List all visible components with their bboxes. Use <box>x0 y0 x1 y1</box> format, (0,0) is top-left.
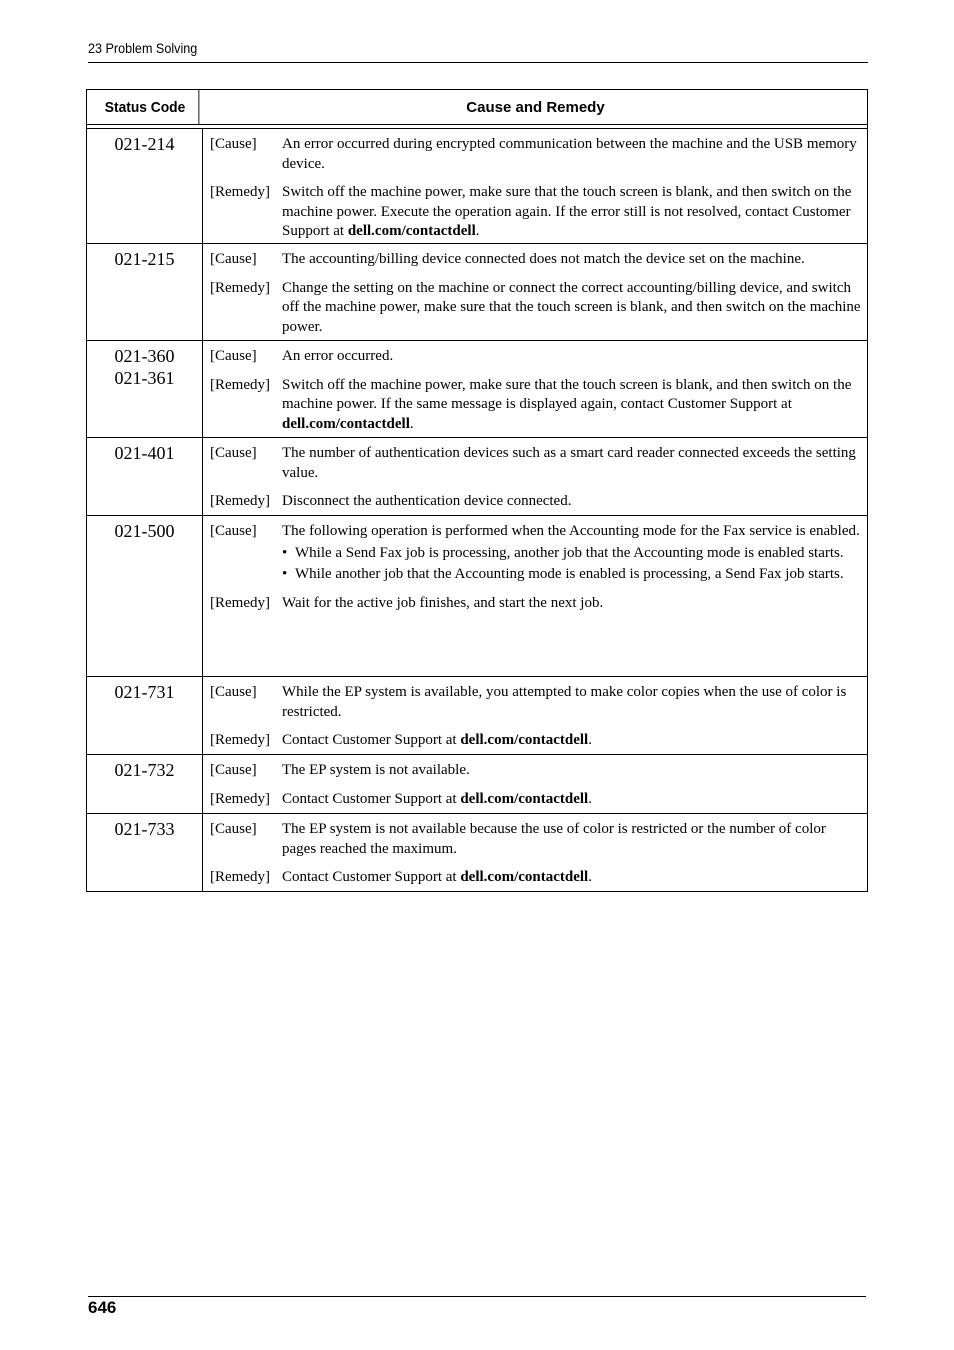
support-link[interactable]: dell.com/contactdell <box>460 790 589 807</box>
list-item: • While a Send Fax job is processing, another job that the Accounting mode is enabled starts. <box>282 544 861 564</box>
cause-remedy-cell <box>203 677 867 754</box>
remedy-tag: [Remedy] <box>210 184 270 200</box>
cause-remedy-cell <box>203 755 867 813</box>
cause-tag: [Cause] <box>210 251 257 267</box>
remedy-entry <box>210 868 861 888</box>
cause-text: The following operation is performed when the Accounting mode for the Fax service is enabled. • While a Send Fax job is processing, another job that the Accounting mode is enabled starts. • While another job that the Accounting mode is enabled is processing, a Send Fax job starts. <box>282 522 861 585</box>
bullet-icon: • <box>282 566 288 582</box>
remedy-tag: [Remedy] <box>210 376 270 393</box>
remedy-entry <box>210 183 861 242</box>
cause-entry <box>210 135 861 174</box>
remedy-text: Contact Customer Support at dell.com/contactdell. <box>282 790 592 807</box>
cause-entry <box>210 444 861 483</box>
table-row <box>86 755 868 814</box>
remedy-tag: [Remedy] <box>210 279 270 296</box>
cause-remedy-cell <box>203 129 867 243</box>
remedy-tag: [Remedy] <box>210 493 270 509</box>
bullet-icon: • <box>282 544 288 561</box>
column-header-status-code: Status Code <box>92 90 200 124</box>
status-code-cell <box>87 814 203 891</box>
cause-tag: [Cause] <box>210 523 257 539</box>
cause-entry <box>210 250 861 270</box>
cause-text: An error occurred during encrypted communication between the machine and the USB memory device. <box>282 136 857 172</box>
table-header-row <box>86 89 868 124</box>
remedy-entry <box>210 731 861 751</box>
status-code-cell <box>87 244 203 340</box>
status-code: 021-215 <box>114 249 175 269</box>
remedy-text: Wait for the active job finishes, and start the next job. <box>282 594 604 611</box>
status-code: 021-360 <box>114 346 175 366</box>
table-row <box>86 677 868 755</box>
cause-remedy-cell <box>203 244 867 340</box>
table-row <box>86 516 868 677</box>
cause-entry <box>210 683 861 722</box>
status-code-table <box>86 89 868 892</box>
status-code: 021-732 <box>114 760 175 780</box>
cause-remedy-cell <box>203 516 867 676</box>
status-code: 021-361 <box>114 368 175 388</box>
cause-tag: [Cause] <box>210 348 257 364</box>
cause-text: The number of authentication devices such as a smart card reader connected exceeds the setting value. <box>282 445 856 481</box>
running-header: 23 Problem Solving <box>88 40 198 56</box>
table-row <box>86 438 868 516</box>
remedy-entry <box>210 279 861 338</box>
status-code: 021-401 <box>114 443 175 463</box>
cause-remedy-cell <box>203 438 867 515</box>
cause-text: The EP system is not available because the use of color is restricted or the number of color pages reached the maximum. <box>282 821 826 857</box>
status-code-cell <box>87 438 203 515</box>
table-row <box>86 244 868 341</box>
remedy-tag: [Remedy] <box>210 594 270 611</box>
cause-remedy-cell <box>203 341 867 437</box>
remedy-text: Disconnect the authentication device connected. <box>282 493 572 509</box>
status-code: 021-214 <box>114 134 175 154</box>
remedy-text: Switch off the machine power, make sure that the touch screen is blank, and then switch on the machine power. If the same message is displayed again, contact Customer Support at dell.com/contactdell. <box>282 376 852 432</box>
cause-entry <box>210 522 861 585</box>
support-link[interactable]: dell.com/contactdell <box>460 732 589 748</box>
support-link[interactable]: dell.com/contactdell <box>347 223 476 239</box>
cause-tag: [Cause] <box>210 684 257 700</box>
cause-entry <box>210 347 861 367</box>
remedy-entry <box>210 790 861 810</box>
remedy-entry <box>210 376 861 435</box>
cause-text: The accounting/billing device connected does not match the device set on the machine. <box>282 251 805 267</box>
cause-text: While the EP system is available, you attempted to make color copies when the use of color is restricted. <box>282 684 847 720</box>
remedy-text: Contact Customer Support at dell.com/contactdell. <box>282 732 592 748</box>
cause-tag: [Cause] <box>210 136 257 152</box>
status-code: 021-500 <box>114 521 175 541</box>
header-divider <box>88 62 868 63</box>
table-row <box>86 814 868 892</box>
cause-remedy-cell <box>203 814 867 891</box>
table-row <box>86 129 868 244</box>
status-code-cell <box>87 516 203 676</box>
page-number: 646 <box>88 1298 117 1317</box>
remedy-text: Switch off the machine power, make sure that the touch screen is blank, and then switch on the machine power. Execute the operation again. If the error still is not resolved, contact Customer Support at dell.com/contactdell. <box>282 184 852 239</box>
cause-entry <box>210 761 861 781</box>
status-code-cell <box>87 755 203 813</box>
footer-divider <box>88 1296 866 1297</box>
remedy-tag: [Remedy] <box>210 732 270 748</box>
support-link[interactable]: dell.com/contactdell <box>282 415 410 432</box>
table-row <box>86 341 868 438</box>
remedy-tag: [Remedy] <box>210 790 270 807</box>
remedy-entry <box>210 594 861 614</box>
status-code-cell <box>87 341 203 437</box>
cause-tag: [Cause] <box>210 445 257 461</box>
remedy-text: Contact Customer Support at dell.com/contactdell. <box>282 869 592 885</box>
list-item: • While another job that the Accounting mode is enabled is processing, a Send Fax job starts. <box>282 565 861 585</box>
column-header-cause-remedy: Cause and Remedy <box>466 98 605 116</box>
cause-tag: [Cause] <box>210 821 257 837</box>
status-code-cell <box>87 129 203 243</box>
remedy-tag: [Remedy] <box>210 869 270 885</box>
status-code: 021-733 <box>114 819 175 839</box>
cause-entry <box>210 820 861 859</box>
support-link[interactable]: dell.com/contactdell <box>460 869 589 885</box>
status-code: 021-731 <box>114 682 175 702</box>
cause-text: An error occurred. <box>282 348 394 364</box>
status-code-cell <box>87 677 203 754</box>
remedy-entry <box>210 492 861 512</box>
cause-tag: [Cause] <box>210 762 257 778</box>
cause-text: The EP system is not available. <box>282 762 470 778</box>
remedy-text: Change the setting on the machine or connect the correct accounting/billing device, and switch off the machine power, make sure that the touch screen is blank, and then switch on the machine power. <box>282 279 861 335</box>
